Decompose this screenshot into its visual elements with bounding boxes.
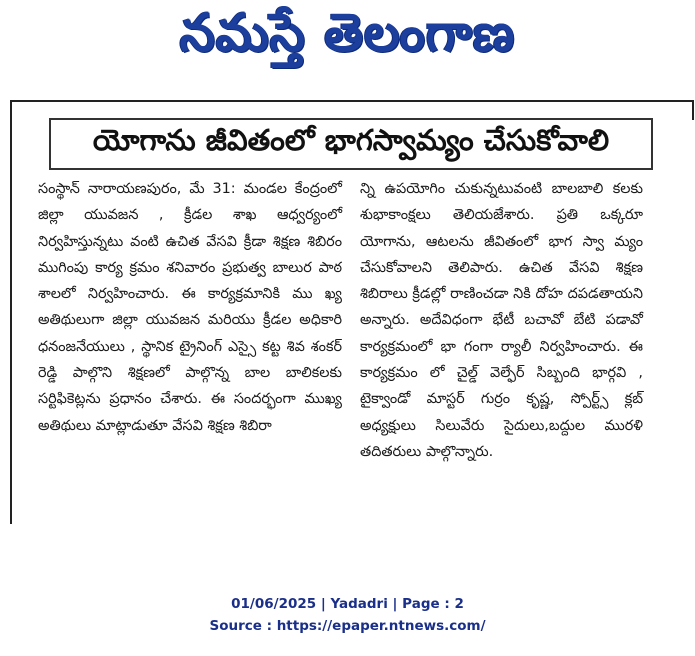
frame-corner: [692, 102, 694, 120]
newspaper-logo: నమస్తే తెలంగాణ: [179, 1, 516, 63]
article-column-right: న్ని ఉపయోగిం చుకున్నటువంటి బాలబాలి కలకు శుభాకాంక్షలు తెలియజేశారు. ప్రతి ఒక్కరూ యోగాను, ఆటలను జీవితంలో భాగ స్వా మ్యం చేసుకోవాలని తెలిపారు. ఉచిత వేసవి శిక్షణ శిబిరాలు క్రీడల్లో రాణించడా నికి దోహ దపడతాయని అన్నారు. అదేవిధంగా భేటీ బచావో బేటి పడావో కార్యక్రమంలో భా గంగా ర్యాలీ నిర్వహించారు. ఈ కార్యక్రమం లో చైల్డ్ వెల్ఫేర్ సిబ్బంది భార్గవి , టైక్వాండో మాస్టర్ గుర్రం కృష్ణ, స్పోర్ట్స్ క్లబ్ అధ్యక్షులు సిలువేరు సైదులు,బద్దుల మురళి తదితరులు పాల్గొన్నారు.: [360, 181, 643, 460]
footer-date-edition: 01/06/2025 | Yadadri | Page : 2: [231, 596, 464, 612]
masthead: [0, 0, 695, 78]
article-column-left: సంస్థాన్ నారాయణపురం, మే 31: మండల కేంద్రంలో జిల్లా యువజన , క్రీడల శాఖ ఆధ్వర్యంలో నిర్వహిస్తున్నటు వంటి ఉచిత వేసవి క్రీడా శిక్షణ శిబిరం ముగింపు కార్య క్రమం శనివారం ప్రభుత్వ బాలుర పాఠ శాలలో నిర్వహించారు. ఈ కార్యక్రమానికి ము ఖ్య అతిథులుగా జిల్లా యువజన మరియు క్రీడల అధికారి ధనంజనేయులు , స్థానిక ట్రైనింగ్ ఎస్సై కట్ట శివ శంకర్ రెడ్డి పాల్గొని శిక్షణలో పాల్గొన్న బాల బాలికలకు సర్టిఫికెట్లను ప్రధానం చేశారు. ఈ సందర్భంగా ముఖ్య అతిథులు మాట్లాడుతూ వేసవి శిక్షణ శిబిరా: [38, 181, 342, 434]
article-headline: యోగాను జీవితంలో భాగస్వామ్యం చేసుకోవాలి: [92, 123, 610, 157]
footer-source: Source : https://epaper.ntnews.com/: [209, 618, 486, 634]
headline-box: [49, 118, 653, 170]
